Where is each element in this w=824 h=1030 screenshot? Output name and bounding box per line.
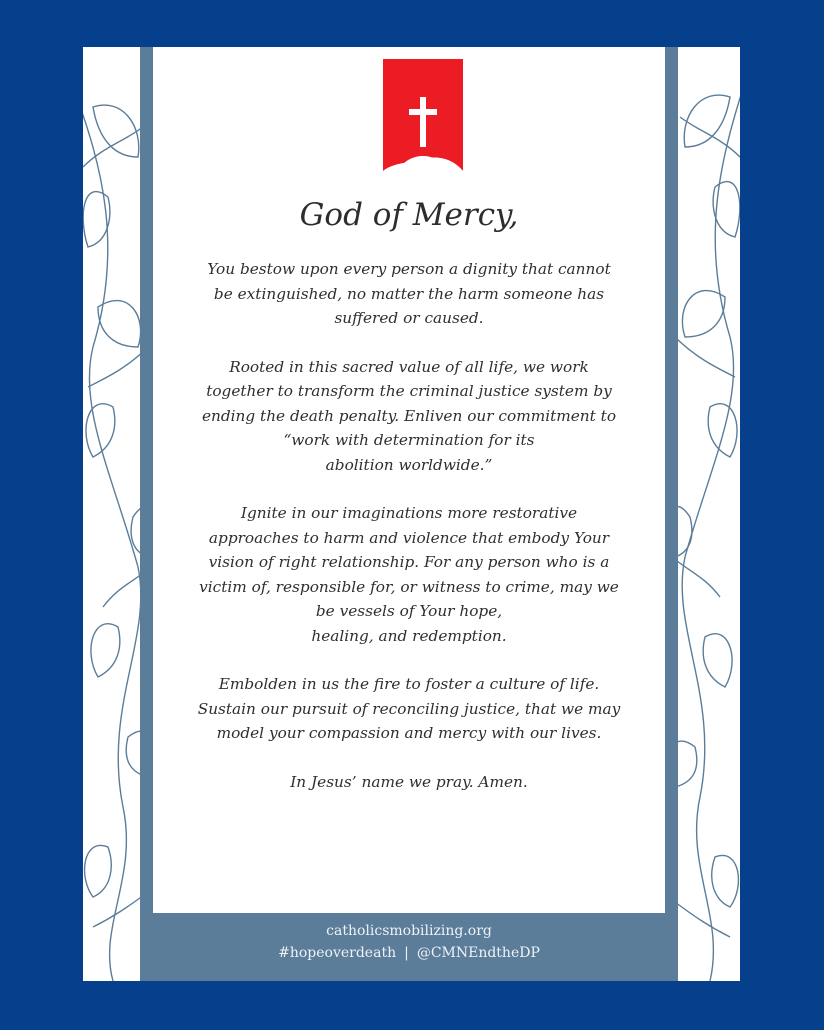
website-link[interactable]: catholicsmobilizing.org (326, 923, 492, 939)
card-footer (140, 913, 678, 981)
prayer-paragraph: Rooted in this sacred value of all life, we work together to transform the criminal justice system by ending the death penalty. Enliven our commitment to “work with determination for its abolition worldwide.” (201, 357, 617, 474)
card-frame (140, 47, 678, 981)
leaf-branch-icon (670, 47, 740, 981)
social-handle[interactable]: @CMNEndtheDP (416, 945, 540, 961)
prayer-panel (153, 47, 665, 913)
social-line (140, 945, 678, 961)
footer-separator: | (404, 945, 409, 961)
prayer-title: God of Mercy, (299, 197, 519, 233)
prayer-paragraph: You bestow upon every person a dignity that cannot be extinguished, no matter the harm someone has suffered or caused. (207, 260, 611, 327)
prayer-body (161, 257, 657, 818)
prayer-paragraph: Ignite in our imaginations more restorative approaches to harm and violence that embody Your vision of right relationship. For any person who is a victim of, responsible for, or witness to crime, may we be vessels of Your hope, healing, and redemption. (199, 504, 619, 645)
cross-banner-icon (383, 59, 463, 171)
prayer-closing: In Jesus’ name we pray. Amen. (290, 772, 528, 791)
hashtag[interactable]: #hopeoverdeath (278, 945, 397, 961)
prayer-card (83, 47, 740, 981)
prayer-paragraph: Embolden in us the fire to foster a culture of life. Sustain our pursuit of reconciling justice, that we may model your compassion and mercy with our lives. (197, 675, 621, 742)
